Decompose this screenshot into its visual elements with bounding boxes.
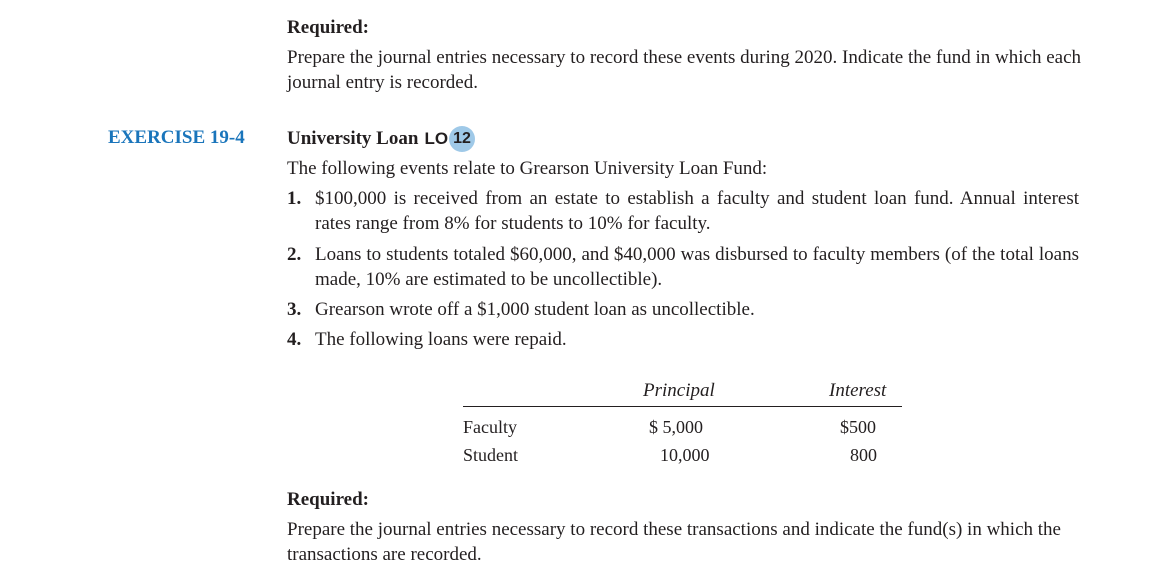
- list-item: [287, 327, 1079, 352]
- lo-number-badge: 12: [449, 126, 475, 152]
- exercise-intro: The following events relate to Grearson University Loan Fund:: [287, 158, 768, 179]
- list-item-number: 3.: [287, 299, 302, 320]
- lo-prefix: LO: [424, 129, 449, 148]
- table-cell-principal: 10,000: [660, 445, 710, 465]
- list-item: [287, 186, 1079, 236]
- table-header-rule: [463, 406, 902, 407]
- exercise-title-line: [287, 126, 475, 152]
- table-header-principal: Principal: [643, 380, 715, 401]
- list-item-number: 2.: [287, 244, 302, 265]
- list-item-text: Loans to students totaled $60,000, and $40,000 was disbursed to faculty members (of the total loans made, 10% are estimated to be uncollectible).: [315, 244, 1079, 290]
- exercise-required-heading: Required:: [287, 489, 369, 510]
- list-item-number: 1.: [287, 188, 302, 209]
- list-item-text: $100,000 is received from an estate to establish a faculty and student loan fund. Annual interest rates range from 8% for students to 10% for faculty.: [315, 188, 1079, 234]
- table-cell-interest: $500: [840, 417, 876, 437]
- learning-objective-tag: [424, 126, 475, 152]
- table-row-label: Student: [463, 445, 519, 465]
- exercise-required-text: Prepare the journal entries necessary to record these transactions and indicate the fund(s) in which the transactions are recorded.: [287, 519, 1061, 565]
- exercise-title: University Loan: [287, 128, 419, 149]
- top-required-heading: Required:: [287, 17, 369, 38]
- list-item: [287, 242, 1079, 292]
- list-item-text: Grearson wrote off a $1,000 student loan as uncollectible.: [315, 299, 755, 320]
- table-cell-interest: 800: [850, 445, 877, 465]
- table-header-interest: Interest: [829, 380, 887, 401]
- top-required-text: Prepare the journal entries necessary to record these events during 2020. Indicate the fund in which each journal entry is recorded.: [287, 47, 1082, 93]
- list-item-number: 4.: [287, 329, 302, 350]
- table-row-label: Faculty: [463, 417, 517, 437]
- table-cell-principal: $ 5,000: [649, 417, 703, 437]
- exercise-label: EXERCISE 19-4: [108, 127, 245, 148]
- list-item-text: The following loans were repaid.: [315, 329, 567, 350]
- list-item: [287, 297, 1079, 322]
